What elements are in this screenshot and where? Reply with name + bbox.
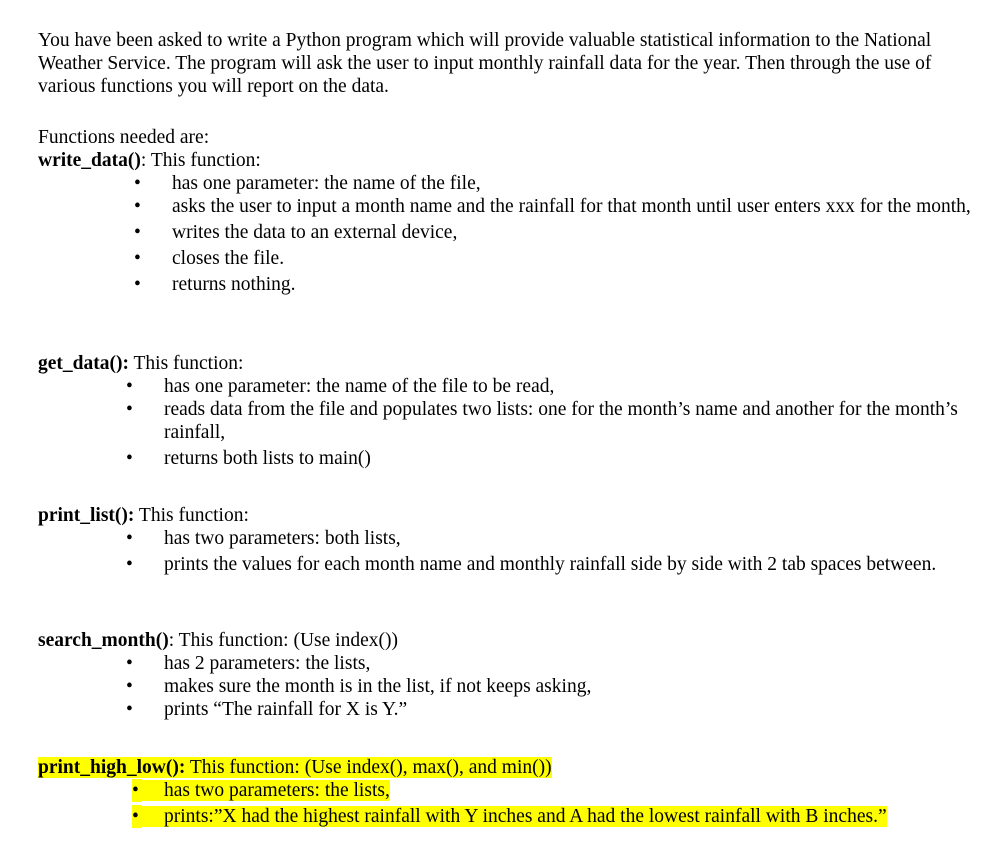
highlighted-heading [38,757,552,778]
bullet-list [126,779,988,828]
function-print-list [38,504,988,576]
bullet-icon: • [126,554,133,575]
bullet-icon: • [126,376,133,397]
bullet-icon: • [134,222,141,243]
bullet-icon: • [134,173,141,194]
bullet-icon: • [126,399,133,420]
list-item: • returns nothing. [134,274,296,295]
list-item: • returns both lists to main() [126,448,371,469]
bullet-icon: • [126,676,133,697]
function-print-high-low [38,756,988,828]
function-name: get_data(): [38,353,129,374]
function-name: search_month() [38,630,169,651]
bullet-icon: • [126,653,133,674]
function-name: print_list(): [38,505,135,526]
functions-heading: Functions needed are: [38,127,210,148]
function-write-data [38,149,988,296]
list-item: • writes the data to an external device, [134,222,458,243]
bullet-icon: • [134,274,141,295]
bullet-icon: • [134,196,141,217]
bullet-icon: • [132,779,142,802]
function-description: This function: [128,353,244,374]
list-item: • has 2 parameters: the lists, [126,653,371,674]
function-description: : This function: (Use index()) [168,630,398,651]
function-search-month [38,629,988,721]
bullet-icon: • [126,528,133,549]
function-get-data [38,352,988,470]
intro-paragraph: You have been asked to write a Python program which will provide valuable statistical information to the National Weather Service. The program will ask the user to input monthly rainfall data for the year. Then through the use of various functions you will report on the data. [38,30,932,97]
function-description: : This function: [140,150,261,171]
function-description: This function: [134,505,249,526]
list-item: • has two parameters: both lists, [126,528,401,549]
list-item: • has two parameters: the lists, [132,780,390,801]
list-item: • closes the file. [134,248,285,269]
function-name: print_high_low(): [38,757,186,778]
list-item: • prints the values for each month name and monthly rainfall side by side with 2 tab spaces between. [126,554,937,575]
list-item: • has one parameter: the name of the file, [134,173,481,194]
bullet-icon: • [132,805,142,828]
function-description: This function: (Use index(), max(), and min()) [185,757,552,778]
bullet-list [126,375,988,470]
bullet-list [126,652,988,721]
bullet-list [134,172,988,296]
bullet-icon: • [126,448,133,469]
list-item: • asks the user to input a month name and the rainfall for that month until user enters xxx for the month, [134,196,971,217]
list-item: • reads data from the file and populates two lists: one for the month’s name and another for the month’s rainfall, [126,399,958,443]
list-item: • has one parameter: the name of the file to be read, [126,376,555,397]
list-item: • makes sure the month is in the list, if not keeps asking, [126,676,592,697]
list-item: • prints:”X had the highest rainfall with Y inches and A had the lowest rainfall with B inches.” [132,806,887,827]
bullet-icon: • [126,699,133,720]
bullet-icon: • [134,248,141,269]
list-item: • prints “The rainfall for X is Y.” [126,699,408,720]
function-name: write_data() [38,150,141,171]
bullet-list [126,527,988,576]
